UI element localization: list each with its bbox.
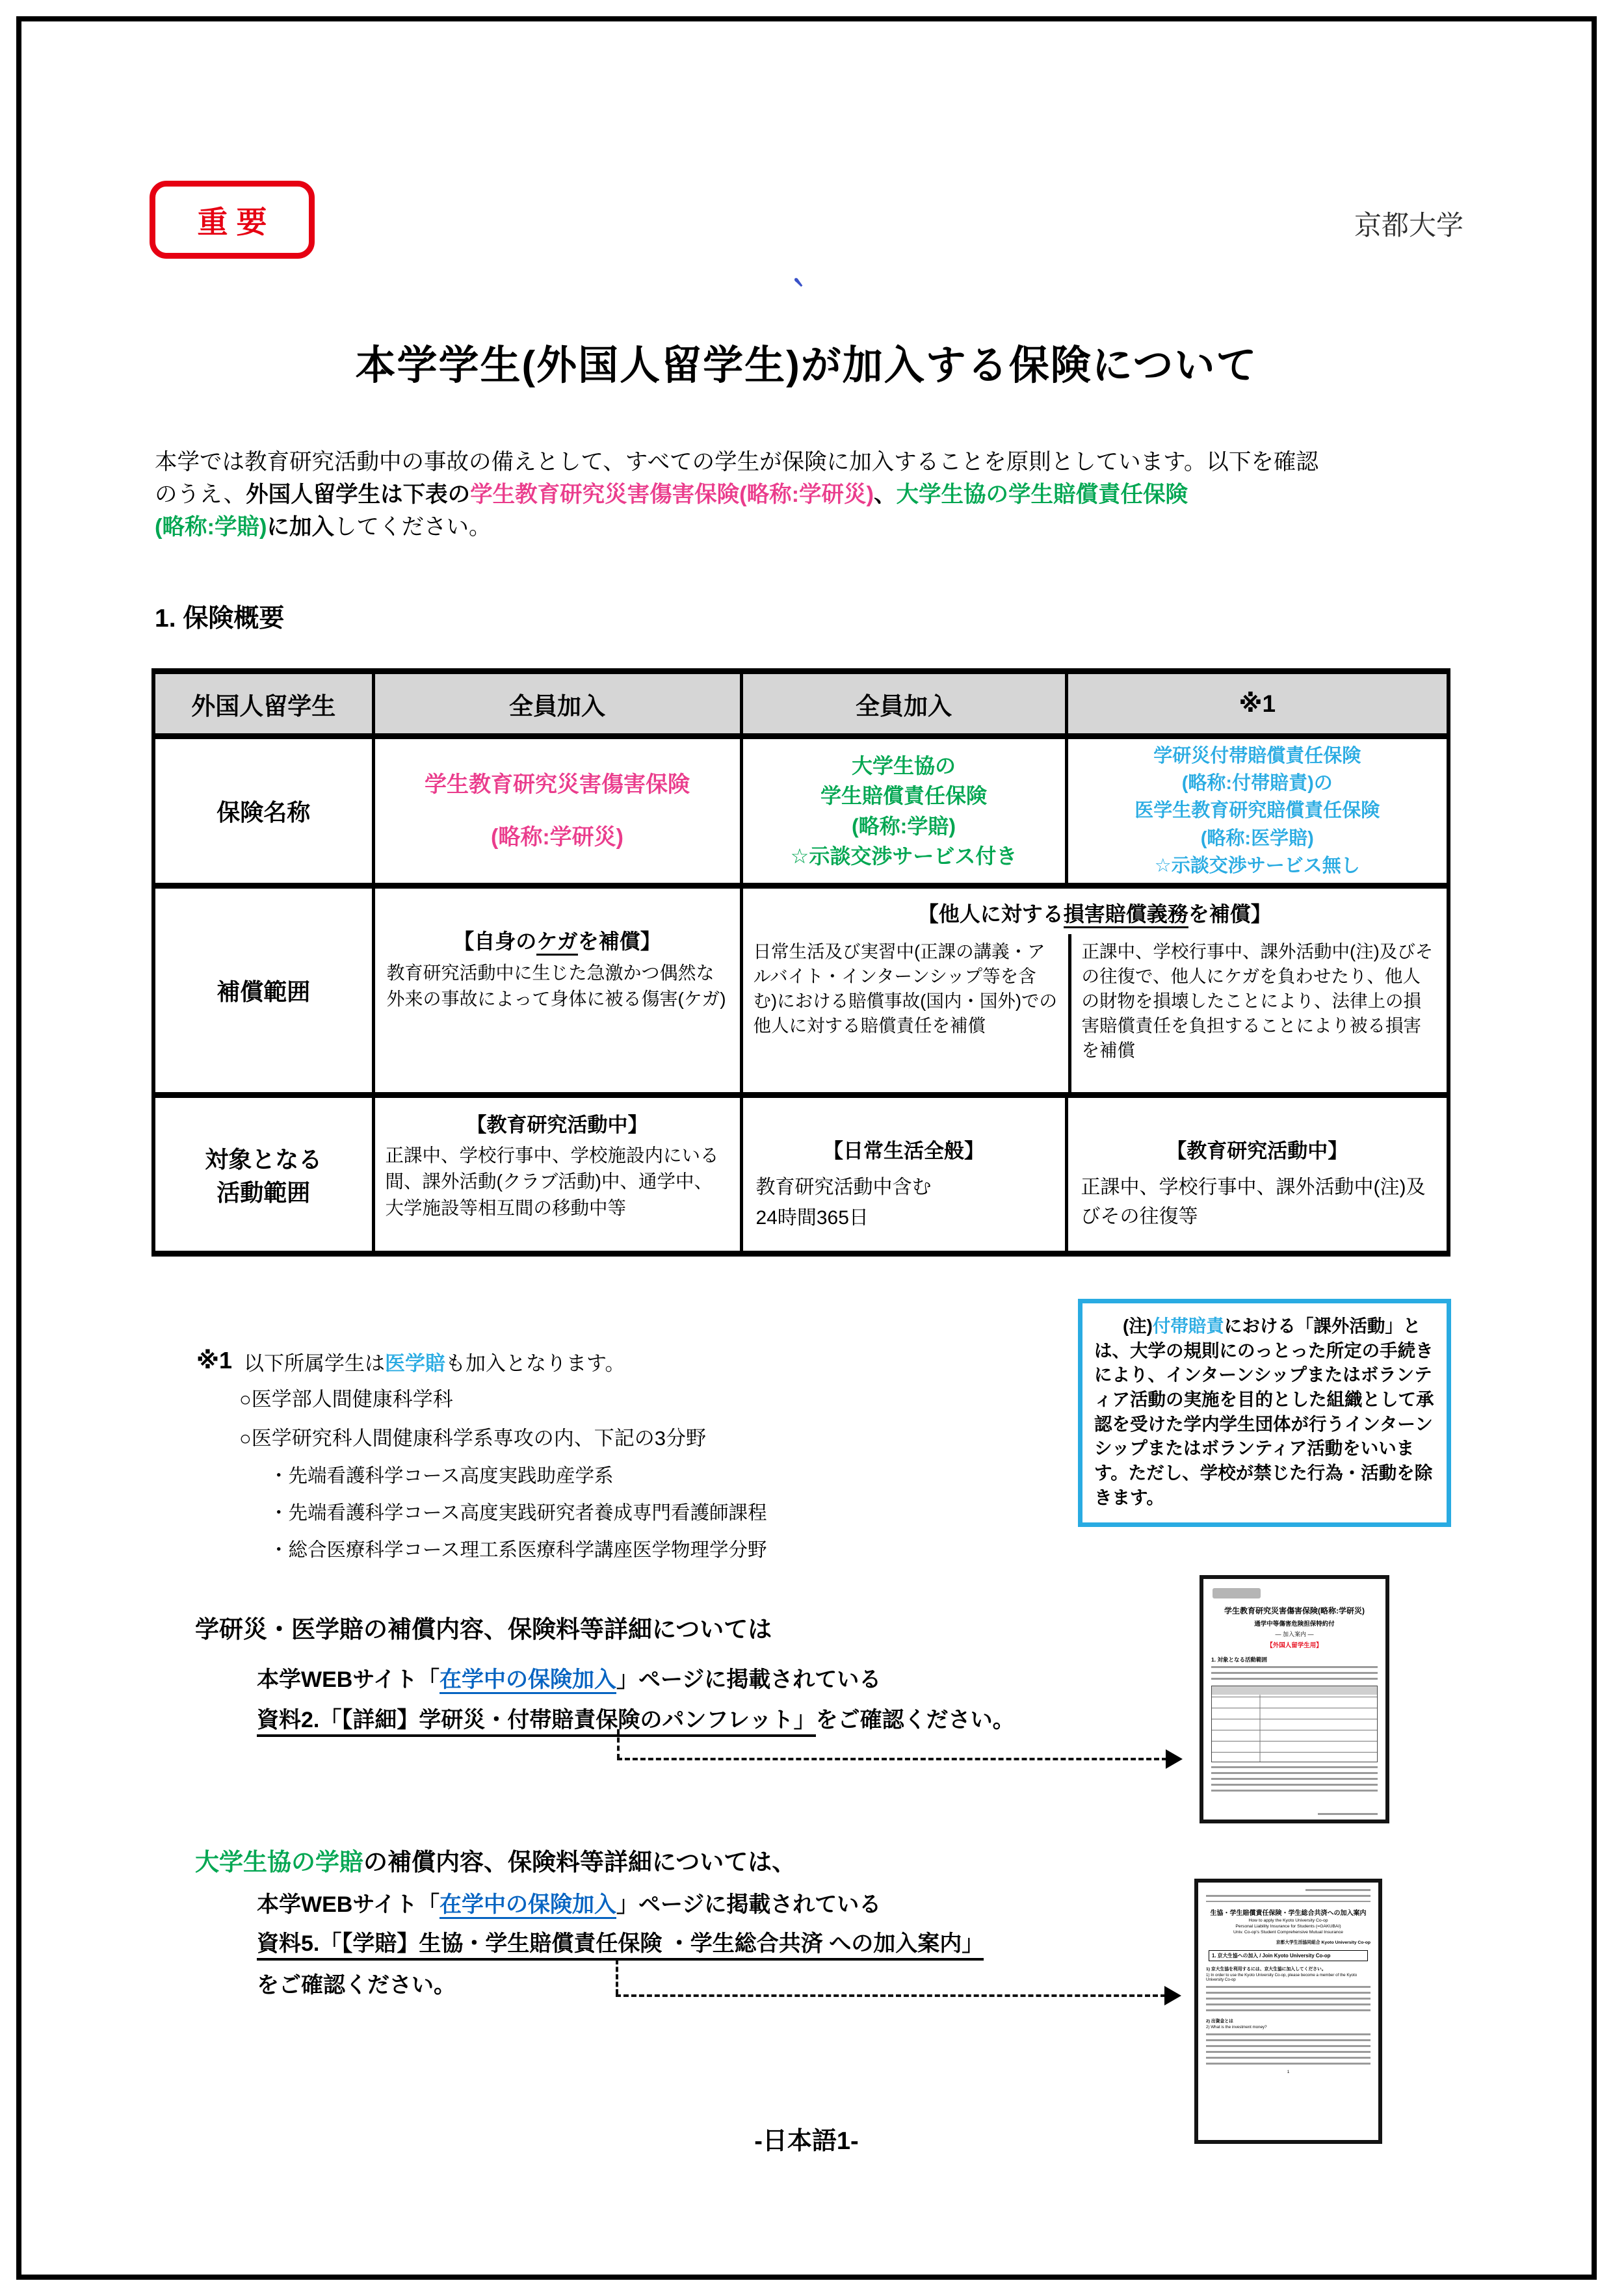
insurance-enrollment-link[interactable]: 在学中の保険加入 bbox=[439, 1667, 616, 1694]
section-gakubai-heading bbox=[195, 1842, 796, 1877]
section-gakkensai-heading: 学研災・医学賠の補償内容、保険料等詳細については bbox=[195, 1616, 772, 1643]
section-gakubai-line2 bbox=[257, 1925, 984, 1957]
activity-gakkensai-body: 正課中、学校行事中、学校施設内にいる間、課外活動(クラブ活動)中、通学中、大学施設等相互間の移動中等 bbox=[385, 1145, 719, 1219]
page-title: 本学学生(外国人留学生)が加入する保険について bbox=[355, 343, 1258, 388]
footnote-marker: ※1 bbox=[196, 1347, 233, 1374]
text-run: も加入となります。 bbox=[445, 1352, 625, 1375]
activity-label-line1: 対象となる bbox=[205, 1145, 322, 1173]
guide-title: 生協・学生賠償責任保険・学生総合共済への加入案内 bbox=[1210, 1910, 1367, 1917]
intro-paragraph bbox=[155, 446, 1468, 543]
guide-header-placeholder bbox=[1305, 1889, 1370, 1892]
guide-preamble-placeholder bbox=[1206, 1895, 1370, 1902]
section-gakkensai-line2 bbox=[257, 1702, 1015, 1734]
liability-coverage-header bbox=[743, 898, 1447, 928]
gakubai-line2: 学生賠償責任保険 bbox=[820, 784, 987, 808]
arrow-b-head-icon bbox=[1164, 1986, 1181, 2005]
insurance-name-row bbox=[153, 737, 1449, 886]
text-run: してください。 bbox=[334, 515, 492, 540]
activity-label-line2: 活動範囲 bbox=[216, 1179, 311, 1206]
coverage-row bbox=[153, 886, 1449, 1095]
text-run: 損害賠償義務 bbox=[1064, 902, 1188, 928]
cell-liability-coverage bbox=[741, 886, 1449, 1095]
header-cell-students: 外国人留学生 bbox=[153, 672, 373, 737]
text-run: に加入 bbox=[267, 515, 334, 540]
section-gakubai-line3: をご確認ください。 bbox=[257, 1973, 456, 1998]
university-name: 京都大学 bbox=[1354, 210, 1463, 241]
cell-activity-gakubai bbox=[741, 1095, 1066, 1254]
footnote-line-1 bbox=[196, 1347, 1068, 1376]
igakubai-abbr: (略称:医学賠) bbox=[1200, 828, 1314, 849]
footnote-block bbox=[196, 1347, 1068, 1566]
pamphlet-title: 学生教育研究災害傷害保険(略称:学研災) bbox=[1224, 1606, 1365, 1615]
pamphlet-notes-placeholder bbox=[1211, 1766, 1378, 1795]
section-1-heading: 1. 保険概要 bbox=[155, 605, 285, 633]
footnote-bullet-item: ・先端看護科学コース高度実践研究者養成専門看護師課程 bbox=[269, 1502, 767, 1524]
section-gakubai-line1 bbox=[257, 1886, 881, 1918]
gakkensai-name: 学生教育研究災害傷害保険 bbox=[425, 772, 690, 797]
guide-coop-name: 京都大学生活協同組合 Kyoto University Co-op bbox=[1276, 1940, 1370, 1945]
important-badge: 重 要 bbox=[150, 181, 315, 259]
footnote-text bbox=[244, 1347, 625, 1376]
footnote-bullet-item: ・総合医療科学コース理工系医療科学講座医学物理学分野 bbox=[269, 1539, 767, 1561]
text-run: 外国人留学生は下表の bbox=[246, 482, 471, 508]
guide-jp-line1: 1) 京大生協を利用するには、京大生協に加入してください。 bbox=[1206, 1967, 1326, 1972]
text-run: (略称:学賠) bbox=[155, 515, 267, 540]
guide-english-2: Personal Liability Insurance for Students (=GAKUBAI) bbox=[1235, 1924, 1341, 1929]
text-run: のうえ、 bbox=[155, 482, 246, 508]
arrow-b-vertical bbox=[616, 1959, 618, 1994]
pamphlet-subtitle-1: 通学中等傷害危険担保特約付 bbox=[1254, 1621, 1335, 1628]
arrow-a-head-icon bbox=[1166, 1749, 1183, 1769]
text-run: をご確認ください。 bbox=[815, 1708, 1015, 1732]
liability-coverage-futai: 正課中、学校行事中、課外活動中(注)及びその往復で、他人にケガを負わせたり、他人の財物を損壊したことにより、法律上の損害賠償責任を負担することにより被る損害を補償 bbox=[1068, 934, 1447, 1092]
text-run: 【他人に対する bbox=[917, 902, 1064, 926]
text-run: 本学WEBサイト「 bbox=[257, 1892, 439, 1917]
activity-gakubai-line1: 教育研究活動中含む bbox=[755, 1177, 932, 1198]
guide-en-line2: 2) What is the investment money? bbox=[1206, 2025, 1267, 2029]
cell-activity-futai bbox=[1066, 1095, 1449, 1254]
section-gakkensai-line1 bbox=[257, 1662, 881, 1693]
footnote-circle-item: ○医学部人間健康科学科 bbox=[239, 1388, 453, 1411]
table-header-row bbox=[153, 672, 1449, 737]
futai-abbr: (略称:付帯賠責)の bbox=[1181, 773, 1333, 794]
activity-gakkensai-header: 【教育研究活動中】 bbox=[466, 1114, 648, 1136]
row-label-activity-scope bbox=[153, 1095, 373, 1254]
activity-gakubai-line2: 24時間365日 bbox=[755, 1207, 869, 1229]
stray-mark: ｀ bbox=[781, 278, 816, 316]
header-cell-mandatory-1: 全員加入 bbox=[373, 672, 741, 737]
text-run: 、 bbox=[874, 482, 897, 508]
cell-gakkensai bbox=[373, 737, 741, 886]
guide-jp-line2: 2) 出資金とは bbox=[1206, 2019, 1233, 2024]
pamphlet-footer-placeholder bbox=[1318, 1813, 1378, 1816]
liability-coverage-columns bbox=[743, 934, 1447, 1092]
text-run: 以下所属学生は bbox=[244, 1352, 386, 1375]
text-run: の補償内容、保険料等詳細については、 bbox=[363, 1849, 796, 1875]
text-run: 本学WEBサイト「 bbox=[257, 1667, 439, 1692]
footnote-circle-item: ○医学研究科人間健康科学系専攻の内、下記の3分野 bbox=[239, 1427, 706, 1450]
pamphlet-subtitle-red: 【外国人留学生用】 bbox=[1266, 1642, 1322, 1649]
text-run: 大学生協の学生賠償責任保険 bbox=[896, 482, 1188, 508]
igakubai-service: ☆示談交渉サービス無し bbox=[1154, 855, 1360, 876]
insurance-overview-table bbox=[151, 668, 1450, 1257]
arrow-b-horizontal bbox=[616, 1994, 1166, 1997]
guide-en-line1: 1) In order to use the Kyoto University Co-op, please become a member of the Kyoto University Co-op bbox=[1206, 1973, 1357, 1982]
pamphlet-mini-table bbox=[1211, 1686, 1378, 1762]
pamphlet-tag bbox=[1213, 1588, 1261, 1598]
coop-guide-thumbnail bbox=[1194, 1879, 1382, 2144]
row-label-insurance-name: 保険名称 bbox=[153, 737, 373, 886]
extracurricular-note-box bbox=[1078, 1299, 1451, 1527]
row-label-coverage: 補償範囲 bbox=[153, 886, 373, 1095]
text-run: 本学では教育研究活動中の事故の備えとして、すべての学生が保険に加入することを原則としています。以下を確認 bbox=[155, 450, 1318, 475]
gakubai-abbr: (略称:学賠) bbox=[852, 814, 956, 838]
cell-gakubai bbox=[741, 737, 1066, 886]
pamphlet-subtitle-2: ― 加入案内 ― bbox=[1275, 1631, 1314, 1637]
gakkensai-abbr: (略称:学研災) bbox=[491, 824, 623, 850]
activity-futai-header: 【教育研究活動中】 bbox=[1166, 1140, 1348, 1162]
guide-english-3: Univ. Co-op's Student Comprehensive Mutual Insurance bbox=[1233, 1930, 1343, 1935]
text-run: 大学生協の学賠 bbox=[195, 1849, 363, 1875]
guide-english-1: How to apply the Kyoto University Co-op bbox=[1248, 1918, 1328, 1923]
footnote-bullet-item: ・先端看護科学コース高度実践助産学系 bbox=[269, 1465, 614, 1487]
text-run: ケガ bbox=[536, 930, 577, 956]
text-run: を補償】 bbox=[1188, 902, 1272, 926]
text-run: 」ページに掲載されている bbox=[616, 1892, 882, 1917]
gakubai-service: ☆示談交渉サービス付き bbox=[790, 844, 1017, 868]
activity-gakubai-header: 【日常生活全般】 bbox=[823, 1140, 984, 1162]
liability-coverage-gakubai: 日常生活及び実習中(正課の講義・アルバイト・インターンシップ等を含む)における賠償事故(国内・国外)での他人に対する賠償責任を補償 bbox=[753, 941, 1057, 1036]
text-run: 」ページに掲載されている bbox=[616, 1667, 882, 1692]
text-run: 付帯賠責 bbox=[1152, 1316, 1224, 1336]
self-coverage-body: 教育研究活動中に生じた急激かつ偶然な外来の事故によって身体に被る傷害(ケガ) bbox=[386, 963, 726, 1009]
text-run: における「課外活動」とは、大学の規則にのっとった所定の手続きにより、インターンシップまたはボランティア活動の実施を目的とした組織として承認を受けた学内学生団体が行うインターンシップまたはボランティア活動をいいます。ただし、学校が禁じた行為・活動を除きます。 bbox=[1094, 1316, 1434, 1507]
guide-page-number: 1 bbox=[1287, 2070, 1290, 2074]
guide-paragraph-placeholder bbox=[1206, 2033, 1370, 2065]
activity-futai-body: 正課中、学校行事中、課外活動中(注)及びその往復等 bbox=[1081, 1177, 1426, 1227]
text-run: 【自身の bbox=[453, 930, 537, 953]
guide-paragraph-placeholder bbox=[1206, 1986, 1370, 2013]
cell-activity-gakkensai bbox=[373, 1095, 741, 1254]
header-cell-mandatory-2: 全員加入 bbox=[741, 672, 1066, 737]
pamphlet-paragraph-placeholder bbox=[1211, 1666, 1378, 1683]
guide-section-heading: 1. 京大生協への加入 / Join Kyoto University Co-op bbox=[1209, 1950, 1368, 1961]
igakubai-line: 医学生教育研究賠償責任保険 bbox=[1134, 800, 1380, 822]
cell-self-injury-coverage bbox=[373, 886, 741, 1095]
arrow-a-vertical bbox=[617, 1729, 620, 1759]
text-run: (注) bbox=[1123, 1316, 1153, 1336]
arrow-a-horizontal bbox=[617, 1758, 1167, 1760]
text-run: を補償】 bbox=[577, 930, 661, 953]
futai-line1: 学研災付帯賠償責任保険 bbox=[1153, 746, 1361, 767]
activity-scope-row bbox=[153, 1095, 1449, 1254]
page-footer: -日本語1- bbox=[754, 2128, 859, 2155]
text-run: 資料2.「【詳細】学研災・付帯賠責保険のパンフレット」 bbox=[257, 1708, 816, 1737]
text-run: 資料5.「【学賠】生協・学生賠償責任保険 ・学生総合共済 への加入案内」 bbox=[257, 1931, 984, 1961]
insurance-enrollment-link[interactable]: 在学中の保険加入 bbox=[439, 1892, 616, 1919]
pamphlet-section-heading: 1. 対象となる活動範囲 bbox=[1211, 1656, 1267, 1663]
gakubai-line1: 大学生協の bbox=[851, 753, 956, 777]
cell-futai-igakubai bbox=[1066, 737, 1449, 886]
self-coverage-header bbox=[375, 925, 740, 955]
gakkensai-pamphlet-thumbnail bbox=[1200, 1575, 1389, 1823]
text-run: 学生教育研究災害傷害保険(略称:学研災) bbox=[470, 482, 874, 508]
header-cell-note1: ※1 bbox=[1066, 672, 1449, 737]
text-run: 医学賠 bbox=[385, 1352, 446, 1375]
